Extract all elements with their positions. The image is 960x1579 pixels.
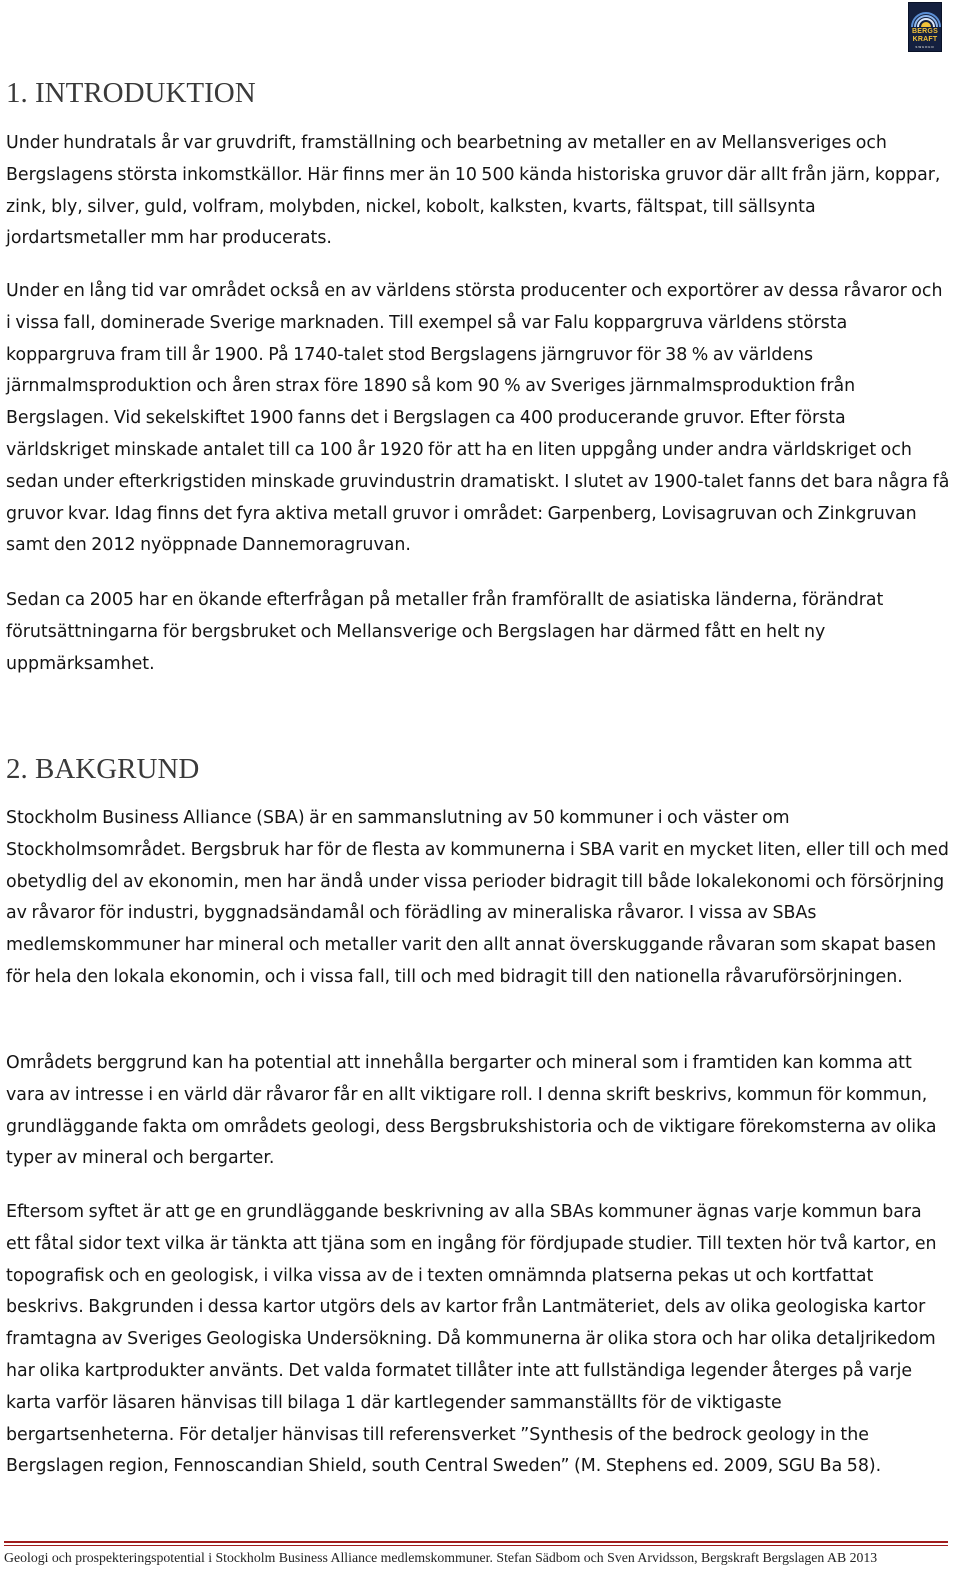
paragraph-intro-3: Sedan ca 2005 har en ökande efterfrågan på metaller från framförallt de asiatiska länderna, förändrat förutsättningarna för bergsbruket och Mellansverige och Bergslagen har därmed fått en helt ny uppmärksamhet. — [6, 590, 884, 674]
heading-bakgrund: 2. BAKGRUND — [6, 753, 200, 785]
paragraph-intro-2: Under en lång tid var området också en av världens största producenter och exportörer av dessa råvaror och i vissa fall, dominerade Sverige marknaden. Till exempel så var Falu koppargruva världens största koppargruva fram till år 1900. På 1740-talet stod Bergslagens järngruvor för 38 % av världens järnmalmsproduktion och åren strax före 1890 så kom 90 % av Sveriges järnmalmsproduktion från Bergslagen. Vid sekelskiftet 1900 fanns det i Bergslagen ca 400 producerande gruvor. Efter första världskriget minskade antalet till ca 100 år 1920 för att ha en liten uppgång under andra världskriget och sedan under efterkrigstiden minskade gruvindustrin dramatiskt. I slutet av 1900-talet fanns det bara några få gruvor kvar. Idag finns det fyra aktiva metall gruvor i området: Garpenberg, Lovisagruvan och Zinkgruvan samt den 2012 nyöppnade Dannemoragruvan. — [6, 281, 950, 556]
logo-text-kraft: KRAFT — [912, 36, 938, 43]
footer-divider-thin — [4, 1545, 948, 1546]
paragraph-intro-1: Under hundratals år var gruvdrift, framställning och bearbetning av metaller en av Mellansveriges och Bergslagens största inkomstkällor. Här finns mer än 10 500 kända historiska gruvor där allt från järn, koppar, zink, bly, silver, guld, volfram, molybden, nickel, kobolt, kalksten, kvarts, fältspat, till sällsynta jordartsmetaller mm har producerats. — [6, 133, 941, 249]
page-footer: Geologi och prospekteringspotential i Stockholm Business Alliance medlemskommuner. Stefan Sädbom och Sven Arvidsson, Bergskraft Bergslagen AB 2013 — [4, 1550, 878, 1565]
paragraph-bakgrund-1: Stockholm Business Alliance (SBA) är en sammanslutning av 50 kommuner i och väster om Stockholmsområdet. Bergsbruk har för de flesta av kommunerna i SBA varit en mycket liten, eller till och med obetydlig del av ekonomin, men har ändå under vissa perioder bidragit till både lokalekonomi och försörjning av råvaror för industri, byggnadsändamål och förädling av mineraliska råvaror. I vissa av SBAs medlemskommuner har mineral och metaller varit den allt annat överskuggande råvaran som skapat basen för hela den lokala ekonomin, och i vissa fall, till och med bidragit till den nationella råvaruförsörjningen. — [6, 808, 949, 987]
footer-divider — [4, 1541, 948, 1543]
paragraph-bakgrund-2: Områdets berggrund kan ha potential att innehålla bergarter och mineral som i framtiden kan komma att vara av intresse i en värld där råvaror får en allt viktigare roll. I denna skrift beskrivs, kommun för kommun, grundläggande fakta om områdets geologi, dess Bergsbrukshistoria och de viktigare förekomsterna av olika typer av mineral och bergarter. — [6, 1053, 937, 1169]
bergskraft-logo — [908, 2, 942, 52]
paragraph-bakgrund-3: Eftersom syftet är att ge en grundläggande beskrivning av alla SBAs kommuner ägnas varje kommun bara ett fåtal sidor text vilka är tänkta att tjäna som en ingång för fördjupade studier. Till texten hör två kartor, en topografisk och en geologisk, i vilka vissa av de i texten omnämnda platserna pekas ut och kortfattat beskrivs. Bakgrunden i dessa kartor utgörs dels av kartor från Lantmäteriet, dels av olika geologiska kartor framtagna av Sveriges Geologiska Undersökning. Då kommunerna är olika stora och har olika detaljrikedom har olika kartprodukter använts. Det valda formatet tillåter inte att fullständiga legender återges på varje karta varför läsaren hänvisas till bilaga 1 där kartlegender sammanställts för de viktigaste bergartsenheterna. För detaljer hänvisas till referensverket ”Synthesis of the bedrock geology in the Bergslagen region, Fennoscandian Shield, south Central Sweden” (M. Stephens ed. 2009, SGU Ba 58). — [6, 1202, 937, 1477]
logo-text-sweden: SWEDEN — [915, 45, 935, 49]
logo-text-bergs: BERGS — [912, 28, 938, 35]
heading-introduktion: 1. INTRODUKTION — [6, 77, 256, 109]
mine-arch-icon — [909, 3, 942, 29]
